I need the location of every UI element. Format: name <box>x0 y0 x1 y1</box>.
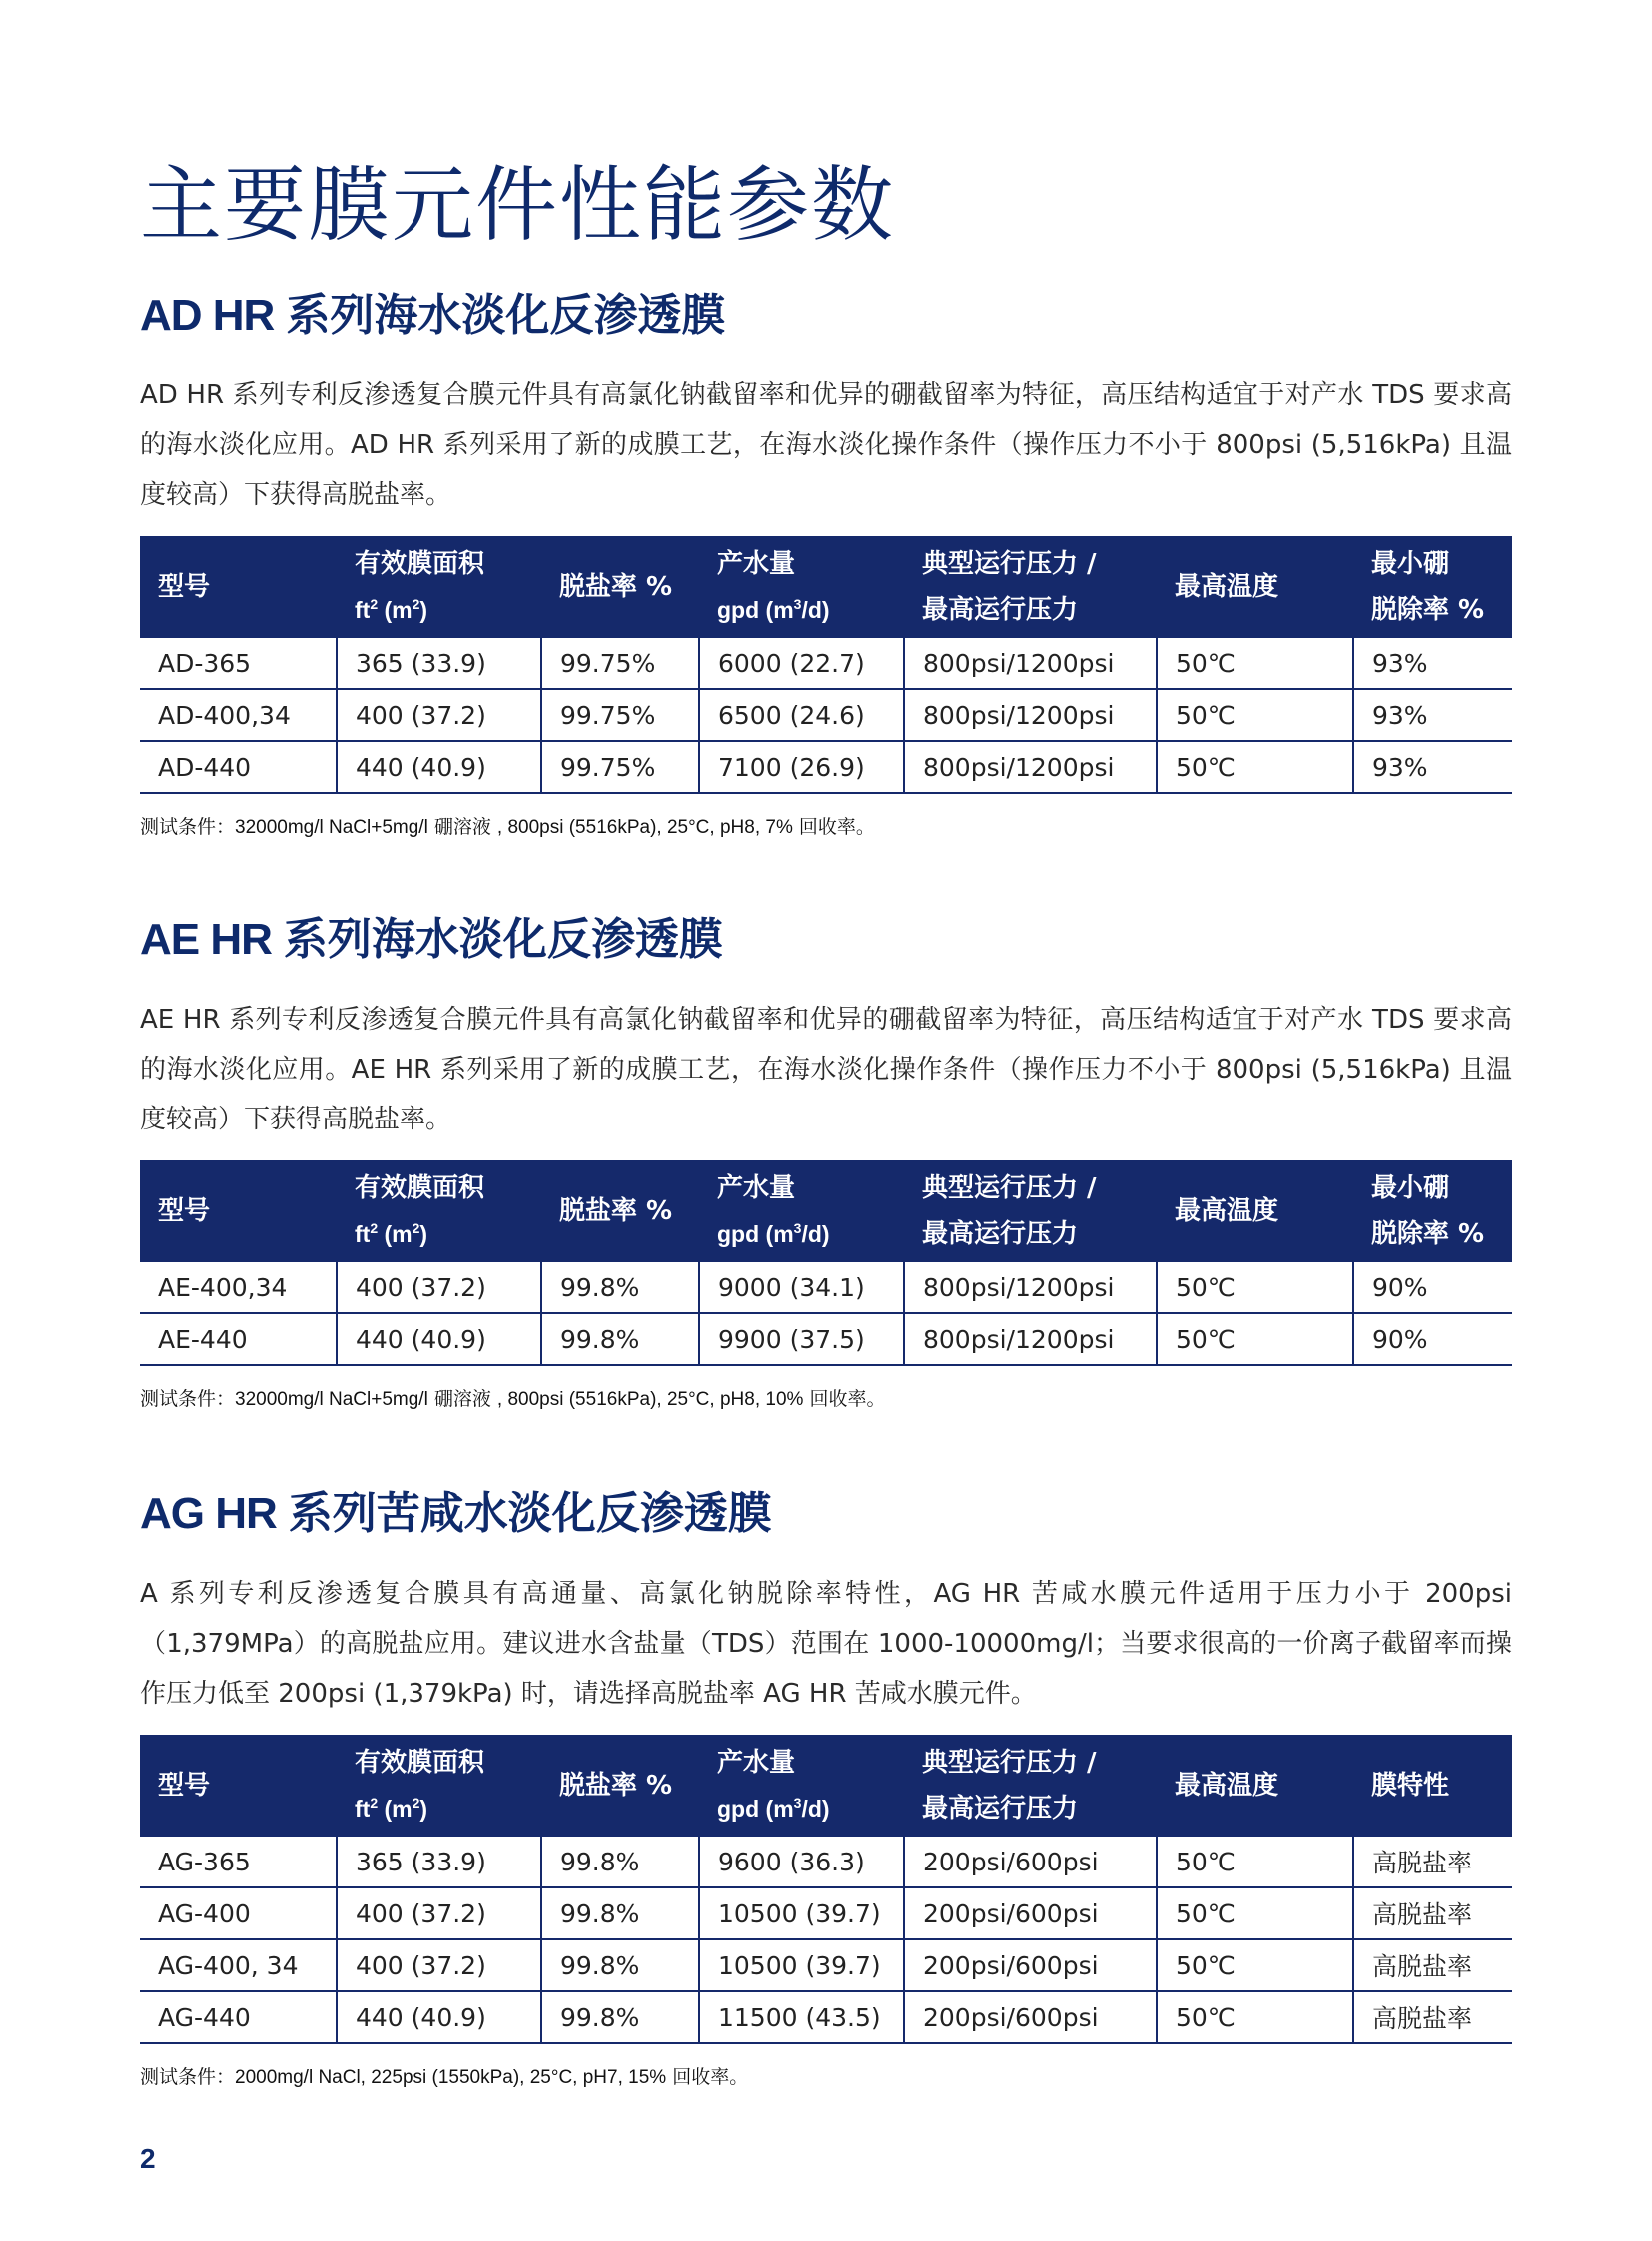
section-title <box>140 285 1512 347</box>
table-row <box>140 1837 1512 1887</box>
table-cell: 440 (40.9) <box>337 1313 541 1365</box>
table-cell: 90% <box>1353 1313 1512 1365</box>
header-area-label: 有效膜面积 <box>355 549 485 579</box>
table-cell: 400 (37.2) <box>337 1262 541 1313</box>
table-cell: 440 (40.9) <box>337 1991 541 2043</box>
header-last-l1: 最小硼 <box>1371 549 1450 579</box>
header-flow-label: 产水量 <box>717 1748 796 1778</box>
table-cell: 高脱盐率 <box>1353 1887 1512 1939</box>
header-pressure <box>904 1735 1157 1837</box>
unit-sup: 2 <box>370 596 379 612</box>
note-part: , 800psi (5516kPa), 25°C, pH8, 7% <box>496 817 793 838</box>
section-3 <box>140 1483 1512 2089</box>
table-header-row <box>140 1160 1512 1262</box>
header-rejection: 脱盐率 % <box>541 536 699 638</box>
section-description: AE HR 系列专利反渗透复合膜元件具有高氯化钠截留率和优异的硼截留率为特征，高压结构适宜于对产水 TDS 要求高的海水淡化应用。AE HR 系列采用了新的成膜工艺，在海水淡化操作条件（操作压力不小于 800psi (5,516kPa) 且温度较高）下获得高脱盐率。 <box>140 1005 1512 1134</box>
table-cell: 200psi/600psi <box>904 1887 1157 1939</box>
table-cell: 50℃ <box>1157 638 1353 689</box>
header-pressure-l1: 典型运行压力 / <box>922 1748 1097 1778</box>
unit-per-day: /d) <box>801 1796 830 1822</box>
table-cell: AG-400 <box>140 1887 337 1939</box>
table-cell: 400 (37.2) <box>337 689 541 741</box>
page-title: 主要膜元件性能参数 <box>140 158 896 253</box>
series-title: 系列海水淡化反渗透膜 <box>286 290 726 341</box>
header-flow-unit <box>717 1786 904 1832</box>
table-cell: 50℃ <box>1157 689 1353 741</box>
table-header-row <box>140 536 1512 638</box>
unit-sup: 3 <box>793 1220 802 1236</box>
note-part: 32000mg/l NaCl+5mg/l <box>235 1389 428 1410</box>
unit-sup: 2 <box>370 1220 379 1236</box>
table-cell: 800psi/1200psi <box>904 638 1157 689</box>
unit-per-day: /d) <box>801 597 830 623</box>
table-cell: 50℃ <box>1157 1837 1353 1887</box>
unit-ft: ft <box>355 1796 371 1822</box>
table-row <box>140 1939 1512 1991</box>
page-number: 2 <box>140 2143 156 2174</box>
header-last-l1: 最小硼 <box>1371 1173 1450 1203</box>
header-flow-label: 产水量 <box>717 1173 796 1203</box>
table-row <box>140 1887 1512 1939</box>
table-cell: 99.8% <box>541 1837 699 1887</box>
table-cell: AD-440 <box>140 741 337 793</box>
note-label: 测试条件： <box>140 2066 236 2088</box>
header-flow <box>699 536 904 638</box>
table-cell: 9900 (37.5) <box>699 1313 904 1365</box>
unit-m: (m <box>378 1221 413 1247</box>
header-area-unit <box>355 1211 541 1257</box>
spec-table <box>140 1735 1512 2044</box>
header-last <box>1353 1735 1512 1837</box>
table-cell: 高脱盐率 <box>1353 1991 1512 2043</box>
section-2 <box>140 909 1512 1411</box>
section-description: AD HR 系列专利反渗透复合膜元件具有高氯化钠截留率和优异的硼截留率为特征，高压结构适宜于对产水 TDS 要求高的海水淡化应用。AD HR 系列采用了新的成膜工艺，在海水淡化操作条件（操作压力不小于 800psi (5,516kPa) 且温度较高）下获得高脱盐率。 <box>140 380 1512 510</box>
table-cell: 200psi/600psi <box>904 1991 1157 2043</box>
header-area-unit <box>355 1786 541 1832</box>
header-pressure <box>904 536 1157 638</box>
table-cell: 6000 (22.7) <box>699 638 904 689</box>
unit-gpd: gpd (m <box>717 1221 794 1247</box>
table-cell: 50℃ <box>1157 1262 1353 1313</box>
header-last-l1: 膜特性 <box>1371 1771 1450 1801</box>
table-row <box>140 1991 1512 2043</box>
table-row <box>140 689 1512 741</box>
table-cell: 800psi/1200psi <box>904 689 1157 741</box>
header-flow <box>699 1160 904 1262</box>
table-cell: 10500 (39.7) <box>699 1939 904 1991</box>
header-pressure-l1: 典型运行压力 / <box>922 549 1097 579</box>
table-cell: 99.75% <box>541 638 699 689</box>
header-pressure-l2: 最高运行压力 <box>922 1794 1079 1824</box>
test-conditions-note <box>140 812 1512 839</box>
table-cell: 400 (37.2) <box>337 1887 541 1939</box>
table-cell: 6500 (24.6) <box>699 689 904 741</box>
table-row <box>140 741 1512 793</box>
header-pressure-l2: 最高运行压力 <box>922 1219 1079 1249</box>
header-pressure <box>904 1160 1157 1262</box>
series-code: AG HR <box>140 1489 277 1538</box>
header-pressure-l1: 典型运行压力 / <box>922 1173 1097 1203</box>
note-part: 回收率。 <box>792 816 875 838</box>
section-title <box>140 909 1512 971</box>
table-cell: AG-400, 34 <box>140 1939 337 1991</box>
header-area-label: 有效膜面积 <box>355 1173 485 1203</box>
table-cell: 99.8% <box>541 1939 699 1991</box>
table-cell: 365 (33.9) <box>337 1837 541 1887</box>
unit-close: ) <box>419 1796 428 1822</box>
note-part: 硼溶液 <box>427 1388 497 1410</box>
table-cell: 高脱盐率 <box>1353 1939 1512 1991</box>
table-cell: 99.8% <box>541 1262 699 1313</box>
header-area <box>337 536 541 638</box>
series-code: AE HR <box>140 915 272 964</box>
table-cell: 93% <box>1353 638 1512 689</box>
table-cell: 50℃ <box>1157 1939 1353 1991</box>
table-header-row <box>140 1735 1512 1837</box>
header-last <box>1353 536 1512 638</box>
header-flow-unit <box>717 1211 904 1257</box>
header-temperature: 最高温度 <box>1157 1735 1353 1837</box>
table-row <box>140 1262 1512 1313</box>
table-cell: 99.8% <box>541 1313 699 1365</box>
note-part: 2000mg/l NaCl, 225psi (1550kPa), 25°C, pH7, 15% <box>235 2067 667 2088</box>
table-cell: 93% <box>1353 689 1512 741</box>
table-cell: 99.75% <box>541 689 699 741</box>
note-part: , 800psi (5516kPa), 25°C, pH8, 10% <box>496 1389 804 1410</box>
table-cell: AE-440 <box>140 1313 337 1365</box>
unit-m: (m <box>378 1796 413 1822</box>
section-1 <box>140 285 1512 839</box>
header-model: 型号 <box>140 1160 337 1262</box>
table-cell: 高脱盐率 <box>1353 1837 1512 1887</box>
unit-sup: 3 <box>793 1795 802 1811</box>
header-temperature: 最高温度 <box>1157 536 1353 638</box>
unit-sup: 2 <box>370 1795 379 1811</box>
table-cell: 365 (33.9) <box>337 638 541 689</box>
table-cell: 800psi/1200psi <box>904 741 1157 793</box>
table-cell: 50℃ <box>1157 1313 1353 1365</box>
header-flow-label: 产水量 <box>717 549 796 579</box>
header-model: 型号 <box>140 1735 337 1837</box>
header-temperature: 最高温度 <box>1157 1160 1353 1262</box>
note-label: 测试条件： <box>140 816 236 838</box>
table-cell: 99.8% <box>541 1991 699 2043</box>
header-last-l2: 脱除率 % <box>1371 595 1485 625</box>
table-cell: 800psi/1200psi <box>904 1262 1157 1313</box>
header-flow <box>699 1735 904 1837</box>
spec-table <box>140 536 1512 794</box>
table-cell: 90% <box>1353 1262 1512 1313</box>
unit-sup: 2 <box>412 1795 420 1811</box>
header-area <box>337 1735 541 1837</box>
table-cell: 7100 (26.9) <box>699 741 904 793</box>
table-cell: AD-400,34 <box>140 689 337 741</box>
table-cell: 200psi/600psi <box>904 1837 1157 1887</box>
note-part: 回收率。 <box>803 1388 886 1410</box>
series-code: AD HR <box>140 291 275 340</box>
header-area-unit <box>355 587 541 633</box>
header-pressure-l2: 最高运行压力 <box>922 595 1079 625</box>
header-model: 型号 <box>140 536 337 638</box>
test-conditions-note <box>140 1384 1512 1411</box>
unit-gpd: gpd (m <box>717 597 794 623</box>
unit-ft: ft <box>355 597 371 623</box>
spec-table <box>140 1160 1512 1366</box>
note-part: 回收率。 <box>666 2066 749 2088</box>
table-cell: 9000 (34.1) <box>699 1262 904 1313</box>
unit-close: ) <box>419 597 428 623</box>
unit-ft: ft <box>355 1221 371 1247</box>
table-cell: AE-400,34 <box>140 1262 337 1313</box>
section-title <box>140 1483 1512 1545</box>
unit-close: ) <box>419 1221 428 1247</box>
table-row <box>140 1313 1512 1365</box>
unit-m: (m <box>378 597 413 623</box>
table-cell: 400 (37.2) <box>337 1939 541 1991</box>
test-conditions-note <box>140 2062 1512 2089</box>
note-part: 32000mg/l NaCl+5mg/l <box>235 817 428 838</box>
note-part: 硼溶液 <box>427 816 497 838</box>
table-cell: 9600 (36.3) <box>699 1837 904 1887</box>
header-rejection: 脱盐率 % <box>541 1735 699 1837</box>
section-description: A 系列专利反渗透复合膜具有高通量、高氯化钠脱除率特性，AG HR 苦咸水膜元件适用于压力小于 200psi （1,379MPa）的高脱盐应用。建议进水含盐量（TDS）范围在 1000-10000mg/l；当要求很高的一价离子截留率而操作压力低至 200psi (1,379kPa) 时，请选择高脱盐率 AG HR 苦咸水膜元件。 <box>140 1579 1512 1709</box>
header-flow-unit <box>717 587 904 633</box>
table-cell: AG-365 <box>140 1837 337 1887</box>
table-cell: 440 (40.9) <box>337 741 541 793</box>
table-cell: 99.8% <box>541 1887 699 1939</box>
table-cell: AG-440 <box>140 1991 337 2043</box>
table-cell: 11500 (43.5) <box>699 1991 904 2043</box>
unit-per-day: /d) <box>801 1221 830 1247</box>
unit-sup: 2 <box>412 596 420 612</box>
table-cell: 93% <box>1353 741 1512 793</box>
table-cell: 800psi/1200psi <box>904 1313 1157 1365</box>
series-title: 系列苦咸水淡化反渗透膜 <box>288 1488 772 1539</box>
table-cell: 200psi/600psi <box>904 1939 1157 1991</box>
table-cell: 10500 (39.7) <box>699 1887 904 1939</box>
table-row <box>140 638 1512 689</box>
header-area <box>337 1160 541 1262</box>
table-cell: 50℃ <box>1157 1991 1353 2043</box>
unit-sup: 2 <box>412 1220 420 1236</box>
unit-sup: 3 <box>793 596 802 612</box>
table-cell: 50℃ <box>1157 741 1353 793</box>
series-title: 系列海水淡化反渗透膜 <box>283 914 723 965</box>
note-label: 测试条件： <box>140 1388 236 1410</box>
header-area-label: 有效膜面积 <box>355 1748 485 1778</box>
header-last-l2: 脱除率 % <box>1371 1219 1485 1249</box>
table-cell: 50℃ <box>1157 1887 1353 1939</box>
table-cell: 99.75% <box>541 741 699 793</box>
unit-gpd: gpd (m <box>717 1796 794 1822</box>
table-cell: AD-365 <box>140 638 337 689</box>
header-rejection: 脱盐率 % <box>541 1160 699 1262</box>
header-last <box>1353 1160 1512 1262</box>
